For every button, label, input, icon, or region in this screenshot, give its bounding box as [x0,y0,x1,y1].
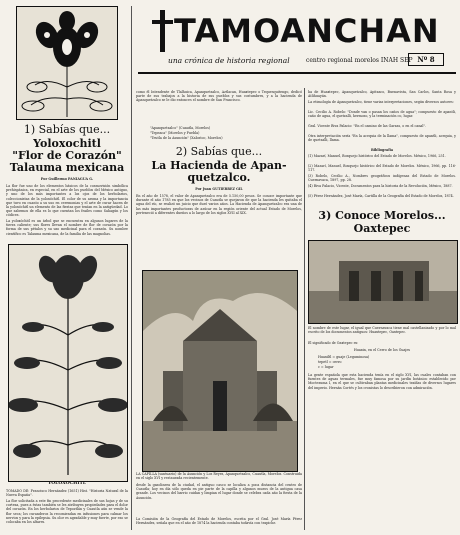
issue-number: Nº 8 [408,53,444,66]
plant-caption: YOLOXÓCHITL [48,482,86,486]
biblio-1: (1) Mazarí, Manuel, Bosquejo histórico del Estado de Morelos. México, 1966, 251. [308,154,446,158]
biblio-4: (4) Riva Palacio, Vicente, Documentos para la historia de la Revolución, México, 1887. [308,184,453,188]
cross-bar [152,20,173,24]
middle-list-3: "Teutla de la Asunción" (Xalostoc, Morelos) [150,136,223,140]
meaning-1: Huaxin, en el Cerro de los Guajes [353,348,411,352]
chapel-photo [142,270,298,472]
masthead-rule [138,72,456,74]
masthead [138,2,456,84]
section-2-title-2: quetzalco. [187,171,251,184]
middle-para-top: como él Intendente de Tlalhuica, Apanquetzalco, Aztlacan, Huaxtepec o Tequesquitengo, dedicó parte de sus trabajos a la historia de sus pueblos y sus costumbres, y a la hacienda de Apanquetzalco se le dio entonces el nombre de San Francisco. [136,90,302,103]
section-2-byline: Por Juan GUTIÉRREZ GIL [195,187,243,191]
plant-credit: TOMADO DE: Francisco Hernández (1651) Hist. "Historia Natural de la Nueva España". [6,489,128,498]
right-para-5: Otra interpretación sería "En la acequia de la llama", compuesto de apantli, acequia, y de quetzalli, llama. [308,134,456,143]
flower-illustration [16,6,118,120]
meaning-2: Huaxiltl = guaje (Leguminosa) [318,355,370,359]
section-1-heading: 1) Sabías que... [23,123,111,136]
section-1-title-2: "Flor de Corazón" [12,149,122,162]
column-rule-left [131,6,132,530]
section-1-para-3: La flor solicitada a este fin procedente medicinales de sus hojas y de su corteza, pues a éstas también se les atribuyen propiedades para el dolor del corazón. En los herbolarios de Tepoztlán y Cuautla aún se vende la flor seca; los curanderos la recomiendan en infusiones para calmar los nervios y para la epilepsia. Su olor es agradable y muy fuerte, por eso se colocaba en los altares. [6,499,128,525]
middle-list-1: "Apanquetzalco" (Cuautla, Morelos) [150,126,211,130]
column-rule-right [304,88,305,530]
meaning-3: tepetl = cerro [318,360,342,364]
right-para-2: La etimología de Apanquetzalco, tiene varias interpretaciones, según diversos autores: [308,100,454,104]
section-2-title-1: La Hacienda de Apan- [151,159,287,172]
right-para-top: ha de Huaxtepec, Apanquetzalco, Apitzaco, Buenavista, San Carlos, Santa Rosa y Atlihuayán. [308,90,456,99]
middle-column [136,90,302,530]
masthead-subtitle: una crónica de historia regional [168,56,290,65]
middle-list-2: "Tepeaca" (Morelos y Puebla) [150,131,200,135]
section-1-title-3: Talauma mexicana [9,161,125,174]
section-2-heading: 2) Sabías que... [175,145,263,158]
meaning-label: El significado de Oaxtepec es: [308,341,359,345]
section-2-body-2: desde la gasolinera de la ciudad, el antiguo casco se localiza a poca distancia del centro de Cuautla; hoy en día sólo queda en pie parte de la capilla y algunos muros de la antigua casa grande. Los vecinos del barrio cuidan y limpian el lugar donde se celebra cada año la fiesta de la Asunción. [136,483,302,500]
right-para-3: Lic. Cecilio A. Robelo: "Donde van o pasan los caños de agua"; compuesto de apantli, caño de agua, el quetzalli, hermoso, y la terminación co, lugar. [308,110,456,119]
chapel-photo-caption: LA CAPILLA (santuario) de la Asunción y Los Reyes, Apanquetzalco, Cuautla, Morelos. Construida en el siglo XVI y restaurada recientemente. [136,472,302,481]
section-1-byline: Por Guillermo PANIAGUA G. [40,177,94,181]
oaxtepec-caption: El nombre de este lugar, el igual que Cuernavaca tiene mal castellanizado y por lo mal escrito de los documentos antiguos: Huaxtepec, Oaxtepec. [308,326,456,335]
right-column [308,90,456,530]
masthead-center: centro regional morelos INAH SEP [306,57,413,64]
section-2-body-3: La Comisión de la Geografía del Estado de Morelos, escrita por el Gral. José María Pérez Hernández, señala que en el año de 1874 la hacienda contaba todavía con trapiche. [136,517,302,526]
plant-engraving [8,244,128,482]
masthead-title: TAMOANCHAN [174,12,440,50]
section-3-title: Oaxtepec [353,222,411,235]
biblio-5: (5) Pérez Hernández, José María, Cartilla de la Geografía del Estado de Morelos, 1874. [308,194,454,198]
section-1-title-1: Yoloxochitl [33,137,101,150]
bibliography-label: Bibliografía [370,148,394,152]
section-3-heading: 3) Conoce Morelos... [318,209,446,222]
section-1-para-2: La yoloxóchitl es un árbol que se encuentra en algunos lugares de la tierra caliente; sus flores llevan el nombre de flor de corazón por la forma de sus pétalos y su uso medicinal para el corazón. Su nombre científico es Talauma mexicana, de la familia de las magnolias. [6,219,128,236]
section-1-intro: La flor fue uno de los elementos básicos de la cosmovisión simbólica prehispánica, en especial, en el arte de los pueblos del México antiguo, y uno de los más importantes a los ojos de los herbolarios, coleccionistas de la yoloxóchitl. El color de su aroma y la importancia que tuvo en cuanto a su uso en ceremonias y el arte de curar hacen de la yoloxóchitl un elemento de las fiestas que tenían en la antigüedad. Lo que sabemos de ella es lo que cuentan los frailes como Sahagún y los códices. [6,184,128,217]
section-3-body: La gente española que esta hacienda tenía en el siglo XVI, las cuales contaban con fuentes de aguas termales, fue muy famosa por su jardín botánico establecido por Moctezuma I, en el que se cultivaban plantas medicinales traídas de diversos lugares del imperio. Hernán Cortés y los cronistas lo describieron con admiración. [308,373,456,390]
biblio-3: (3) Robelo, Cecilio A., Nombres geográficos indígenas del Estado de Morelos. Cuernavaca, 1897, pp. 28. [308,174,456,183]
left-column [6,6,128,530]
oaxtepec-photo [308,240,458,324]
section-2-body-1: En el año de 1578, el valor de Apanquetzalco era de 5.150,00 pesos. Se conoce importante que durante el año 1785 en que los vecinos de Cuautla se quejaron de que la hacienda les quitaba el agua del río, se realizó un juicio que duró varios años. La Hacienda de Apanquetzalco era una de las más importantes productoras de azúcar en la región oriente del actual Estado de Morelos, perteneció a diferentes dueños a lo largo de los siglos XVII al XIX. [136,194,302,215]
meaning-4: c = lugar [318,365,334,369]
biblio-2: (2) Mazarí, Manuel, Bosquejo histórico del Estado de Morelos. México, 1966, pp. 116-117. [308,164,456,173]
right-para-4: Gral. Vicente Riva Palacio: "En el camino de las Garzas, o en el canal". [308,124,427,128]
cross-icon [160,10,165,52]
